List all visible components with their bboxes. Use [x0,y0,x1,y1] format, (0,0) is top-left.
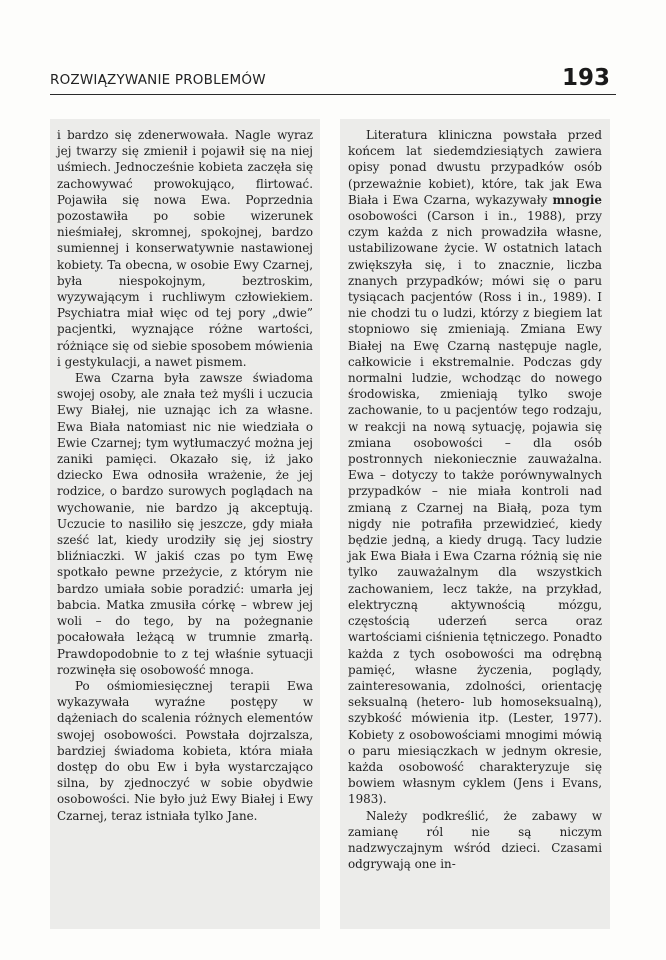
chapter-title: ROZWIĄZYWANIE PROBLEMÓW [50,72,266,88]
left-text-column [50,119,320,929]
paragraph: Należy podkreślić, że zabawy w zamianę ról nie są niczym nadzwyczajnym wśród dzieci. Czasami odgrywają one in- [348,808,602,872]
paragraph: Ewa Czarna była zawsze świadoma swojej osoby, ale znała też myśli i uczucia Ewy Białej, nie uznając ich za własne. Ewa Biała natomiast nic nie wiedziała o Ewie Czarnej; tym wytłumaczyć można jej zaniki pamięci. Okazało się, iż jako dziecko Ewa odnosiła wrażenie, że jej rodzice, o bardzo surowych poglądach na wychowanie, nie bardzo ją akceptują. Uczucie to nasiliło się jeszcze, gdy miała sześć lat, kiedy urodziły się jej siostry bliźniaczki. W jakiś czas po tym Ewę spotkało pewne przeżycie, z którym nie bardzo umiała sobie poradzić: umarła jej babcia. Matka zmusiła córkę – wbrew jej woli – do tego, by na pożegnanie pocałowała leżącą w trumnie zmarłą. Prawdopodobnie to z tej właśnie sytuacji rozwinęła się osobowość mnoga. [57,371,313,677]
paragraph: Po ośmiomiesięcznej terapii Ewa wykazywała wyraźne postępy w dążeniach do scalenia różnych elementów swojej osobowości. Powstała dojrzalsza, bardziej świadoma kobieta, która miała dostęp do obu Ew i była wystarczająco silna, by zjednoczyć w sobie obydwie osobowości. Nie było już Ewy Białej i Ewy Czarnej, teraz istniała tylko Jane. [57,678,313,823]
paragraph: i bardzo się zdenerwowała. Nagle wyraz jej twarzy się zmienił i pojawił się na niej uśmiech. Jednocześnie kobieta zaczęła się zachowywać prowokująco, flirtować. Pojawiła się nowa Ewa. Poprzednia pozostawiła po sobie wizerunek nieśmiałej, skromnej, spokojnej, bardzo sumiennej i konserwatywnie nastawionej kobiety. Ta obecna, w osobie Ewy Czarnej, była niespokojnym, beztroskim, wyzywającym i ruchliwym człowiekiem. Psychiatra miał więc od tej pory „dwie” pacjentki, wyznające różne wartości, różniące się od siebie sposobem mówienia i gestykulacji, a nawet pismem. [57,128,313,369]
paragraph-text: Literatura kliniczna powstała przed końcem lat siedemdziesiątych zawiera opisy ponad dwustu przypadków osób (przeważnie kobiet), które, tak jak Ewa Biała i Ewa Czarna, wykazywały [348,128,602,207]
running-header [50,62,616,95]
page-number: 193 [561,65,610,91]
paragraph-text: osobowości (Carson i in., 1988), przy czym każda z nich prowadziła własne, ustabilizowane życie. W ostatnich latach zwiększyła się, i to znacznie, liczba znanych przypadków; mówi się o paru tysiącach pacjentów (Ross i in., 1989). I nie chodzi tu o ludzi, którzy z biegiem lat stopniowo się zmieniają. Zmiana Ewy Białej na Ewę Czarną następuje nagle, całkowicie i ekstremalnie. Podczas gdy normalni ludzie, wchodząc do nowego środowiska, zmieniają tylko swoje zachowanie, to u pacjentów tego rodzaju, w reakcji na nową sytuację, pojawia się zmiana osobowości – dla osób postronnych niekoniecznie zauważalna. Ewa – dotyczy to także porównywalnych przypadków – nie miała kontroli nad zmianą z Czarnej na Białą, poza tym nigdy nie potrafiła przewidzieć, kiedy będzie jedną, a kiedy drugą. Tacy ludzie jak Ewa Biała i Ewa Czarna różnią się nie tylko zauważalnym dla wszystkich zachowaniem, lecz także, na przykład, elektryczną aktywnością mózgu, częstością uderzeń serca oraz wartościami ciśnienia tętniczego. Ponadto każda z tych osobowości ma odrębną pamięć, własne życzenia, poglądy, zainteresowania, zdolności, orientację seksualną (hetero- lub homoseksualną), szybkość mówienia itp. (Lester, 1977). Kobiety z osobowościami mnogimi mówią o paru miesiączkach w jednym okresie, każda osobowość charakteryzuje się bowiem własnym cyklem (Jens i Evans, 1983). [348,209,602,807]
right-text-column [340,119,610,929]
paragraph [348,127,602,808]
bold-term: mnogie [552,192,602,207]
